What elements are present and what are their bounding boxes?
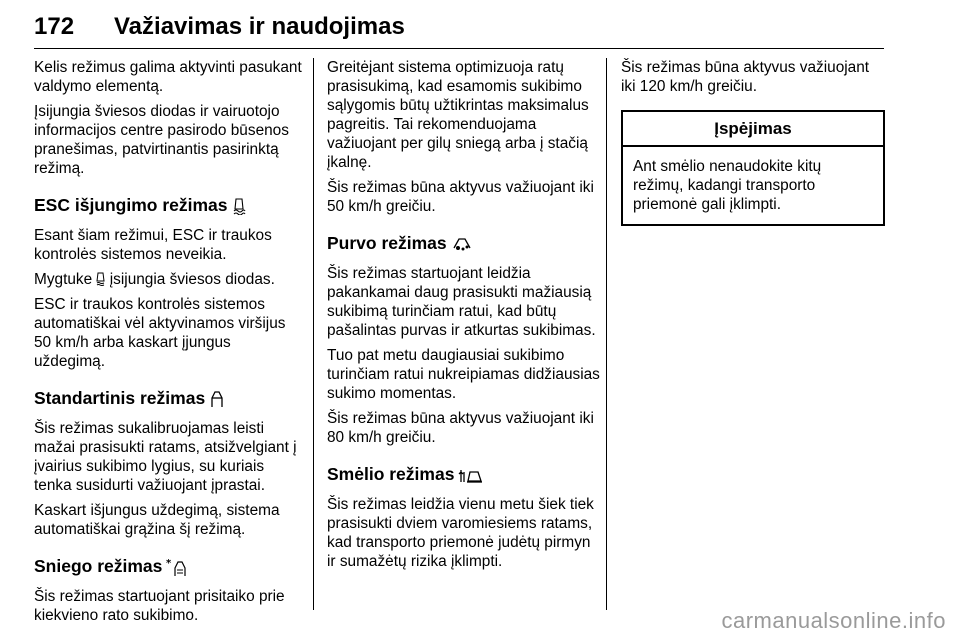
snow-mode-icon xyxy=(166,557,188,577)
svg-text:*: * xyxy=(166,558,172,570)
mud-mode-icon xyxy=(451,236,473,252)
esc-off-icon xyxy=(232,197,246,215)
page-header xyxy=(34,6,884,49)
column-left xyxy=(34,58,304,631)
mud-mode-description: Šis režimas startuojant leidžia pakankamai daug prasisukti mažiausią sukibimą turinčiam ratui, kad būtų pašalintas purvas ir atkurtas sukibimas. xyxy=(327,265,596,339)
column-divider-2 xyxy=(606,58,607,610)
mud-mode-speed: Šis režimas būna aktyvus važiuojant iki 80 km/h greičiu. xyxy=(327,410,594,446)
led-paragraph: Įsijungia šviesos diodas ir vairuotojo informacijos centre pasirodo būsenos pranešimas, patvirtinantis pasirinktą režimą. xyxy=(34,103,289,177)
warning-text: Ant smėlio nenaudokite kitų režimų, kadangi transporto priemonė gali įklimpti. xyxy=(633,158,822,213)
sand-mode-description: Šis režimas leidžia vienu metu šiek tiek prasisukti dviem varomiesiems ratams, kad transporto priemonė judėtų pirmyn ir sumažėtų rizika įklimpti. xyxy=(327,496,594,570)
snow-mode-continued: Greitėjant sistema optimizuoja ratų prasisukimą, kad esamomis sukibimo sąlygomis būtų užtikrintas maksimalus pagreitis. Tai rekomenduojama važiuojant per gilų sniegą arba į stačią įkalnę. xyxy=(327,59,589,171)
warning-box xyxy=(621,110,885,226)
standard-mode-icon xyxy=(209,390,225,408)
snow-mode-description: Šis režimas startuojant prisitaiko prie kiekvieno rato sukibimo. xyxy=(34,588,285,625)
mud-mode-torque: Tuo pat metu daugiausiai sukibimo turinčiam ratui nukreipiamas didžiausias sukimo momentas. xyxy=(327,347,600,402)
chapter-title: Važiavimas ir naudojimas xyxy=(114,13,405,40)
esc-reactivation-paragraph: ESC ir traukos kontrolės sistemos automatiškai vėl aktyvinamos viršijus 50 km/h arba kaskart įjungus uždegimą. xyxy=(34,296,286,370)
standard-mode-description: Šis režimas sukalibruojamas leisti mažai prasisukti ratams, atsižvelgiant į įvairius sukibimo lygius, su kuriais tenka susidurti važiuojant įprastai. xyxy=(34,420,297,494)
column-middle xyxy=(327,58,602,577)
sand-mode-heading: Smėlio režimas xyxy=(327,463,602,485)
watermark: carmanualsonline.info xyxy=(721,608,946,633)
standard-mode-heading: Standartinis režimas xyxy=(34,387,304,409)
sand-mode-speed: Šis režimas būna aktyvus važiuojant iki 120 km/h greičiu. xyxy=(621,59,870,95)
esc-button-icon xyxy=(96,271,105,288)
page-number: 172 xyxy=(34,13,75,40)
snow-mode-heading: Sniego režimas * xyxy=(34,555,304,577)
esc-off-description: Esant šiam režimui, ESC ir traukos kontrolės sistemos neveikia. xyxy=(34,227,272,263)
column-right xyxy=(621,58,885,226)
snow-mode-speed: Šis režimas būna aktyvus važiuojant iki 50 km/h greičiu. xyxy=(327,179,594,215)
standard-mode-reset: Kaskart išjungus uždegimą, sistema automatiškai grąžina šį režimą. xyxy=(34,502,280,538)
esc-off-heading: ESC išjungimo režimas xyxy=(34,194,304,216)
intro-paragraph: Kelis režimus galima aktyvinti pasukant valdymo elementą. xyxy=(34,59,302,95)
esc-button-paragraph: Mygtuke įsijungia šviesos diodas. xyxy=(34,271,275,288)
warning-title: Įspėjimas xyxy=(623,112,883,147)
column-divider-1 xyxy=(313,58,314,610)
sand-mode-icon xyxy=(458,466,484,484)
mud-mode-heading: Purvo režimas xyxy=(327,232,602,254)
